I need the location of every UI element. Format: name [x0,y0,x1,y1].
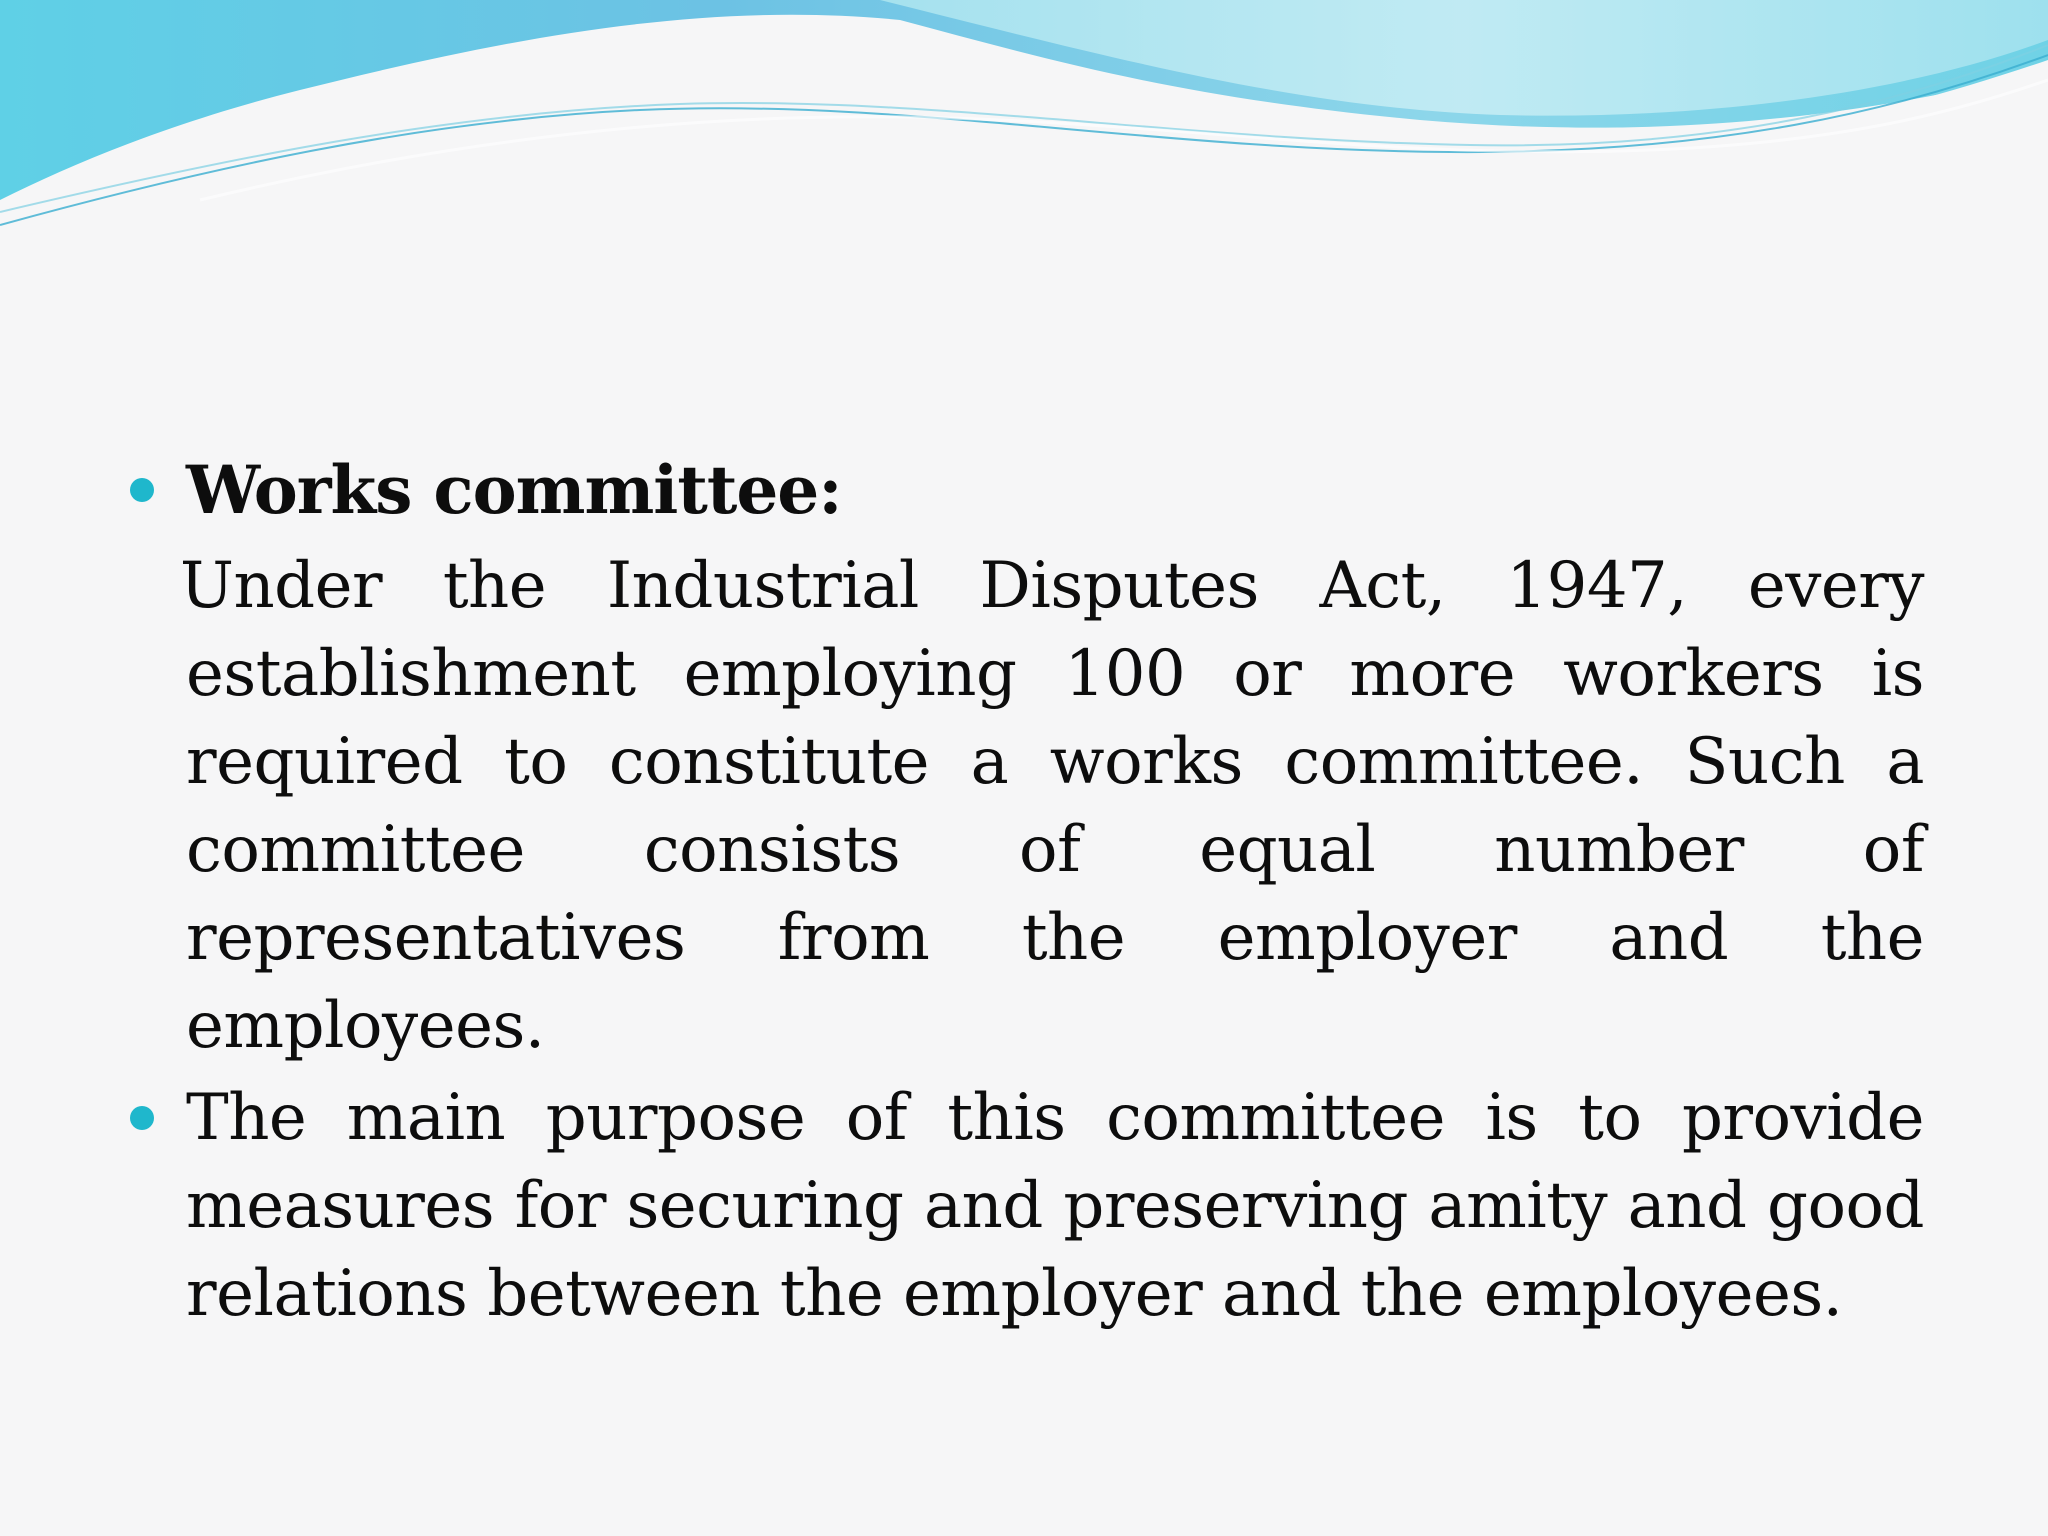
heading-bullet-row [128,444,1924,542]
section-heading: Works committee: [186,451,842,529]
slide-content [128,444,1924,1338]
bullet-icon [130,1106,154,1130]
paragraph-purpose: The main purpose of this committee is to provide measures for securing and preserving amity and good relations between the employer and the employees. [186,1081,1924,1331]
wave-banner-icon [0,0,2048,240]
purpose-bullet-row [128,1074,1924,1338]
paragraph-works-committee: Under the Industrial Disputes Act, 1947, every establishment employing 100 or more workers is required to constitute a works committee. Such a committee consists of equal number of representatives from the employer and the employees. [180,549,1924,1063]
bullet-icon [130,478,154,502]
